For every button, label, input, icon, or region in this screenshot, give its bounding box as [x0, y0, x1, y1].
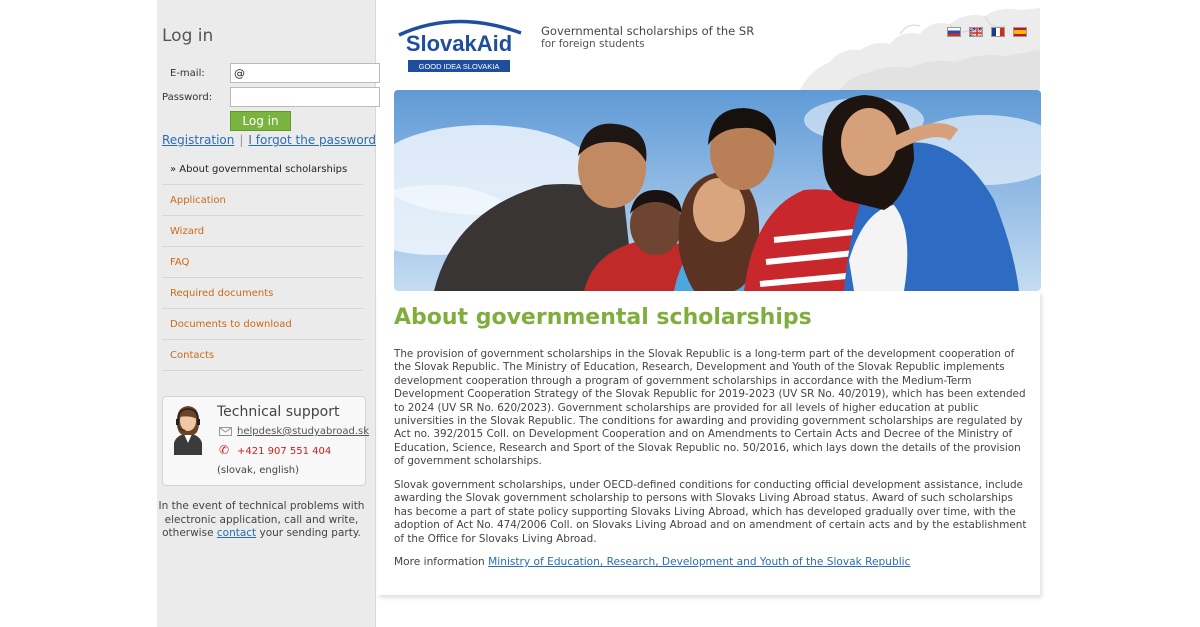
contact-link[interactable]: contact — [216, 527, 257, 539]
europe-map-background — [780, 0, 1040, 90]
more-information — [394, 556, 910, 568]
header-title: Governmental scholarships of the SR — [541, 24, 755, 38]
slovakaid-logo[interactable] — [395, 15, 523, 75]
menu-item-required-documents[interactable]: Required documents — [162, 278, 363, 309]
support-phone: +421 907 551 404 — [237, 446, 332, 457]
links-separator: | — [239, 133, 244, 147]
mail-icon — [219, 427, 232, 436]
login-links — [162, 133, 376, 147]
help-note-text: In the event of technical problems with electronic application, call and write, otherwise — [158, 500, 365, 539]
help-note-text-end: your sending party. — [256, 527, 361, 539]
menu-item-wizard[interactable]: Wizard — [162, 216, 363, 247]
menu-item-faq[interactable]: FAQ — [162, 247, 363, 278]
content-paragraph-2: Slovak government scholarships, under OECD-defined conditions for conducting official development assistance, include awarding the Slovak government scholarship to persons with Slovaks Living Abroad status. Award of such scholarships has become a part of state policy supporting Slovaks Living Abroad, which has developed gradually over time, with the adoption of Act No. 474/2006 Coll. on Slovaks Living Abroad and on amendment of certain acts and by the establishment of the Office for Slovaks Living Abroad. — [394, 479, 1027, 545]
sidebar — [157, 0, 376, 627]
main-menu — [162, 154, 363, 371]
email-label: E-mail: — [170, 68, 205, 79]
menu-item-application[interactable]: Application — [162, 185, 363, 216]
ministry-link[interactable]: Ministry of Education, Research, Development and Youth of the Slovak Republic — [488, 556, 911, 568]
password-input[interactable] — [230, 87, 380, 107]
more-information-label: More information — [394, 556, 489, 568]
menu-item-about[interactable]: » About governmental scholarships — [162, 154, 363, 185]
support-languages: (slovak, english) — [217, 465, 300, 476]
password-label: Password: — [162, 92, 213, 103]
flag-french-icon[interactable] — [991, 27, 1005, 37]
help-note — [157, 500, 366, 541]
forgot-password-link[interactable]: I forgot the password — [248, 133, 377, 147]
flag-spanish-icon[interactable] — [1013, 27, 1027, 37]
logo-tagline: GOOD IDEA SLOVAKIA — [418, 62, 500, 71]
technical-support-box — [162, 396, 369, 486]
support-agent-icon — [168, 403, 208, 455]
content-paragraph-1: The provision of government scholarships in the Slovak Republic is a long-term part of the development cooperation of the Slovak Republic. The Ministry of Education, Research, Development and Youth of the Slovak Republic implements development cooperation through a program of government scholarships in accordance with the Medium-Term Development Cooperation Strategy of the Slovak Republic for 2019-2023 (UV SR No. 40/2019), which has been extended to 2024 (UV SR No. 620/2023). Government scholarships are provided for all levels of higher education at public universities in the Slovak Republic. The conditions for awarding and providing government scholarships are regulated by Act no. 392/2015 Coll. on Development Cooperation and on Amendments to Certain Acts and Decree of the Ministry of Education, Science, Research and Sport of the Slovak Republic no. 50/2016, which lays down the details of the provision of government scholarships. — [394, 348, 1026, 468]
header-subtitle: for foreign students — [541, 38, 645, 50]
email-input[interactable] — [230, 63, 380, 83]
phone-icon: ✆ — [219, 443, 230, 457]
page-title: About governmental scholarships — [394, 305, 812, 330]
menu-item-documents-download[interactable]: Documents to download — [162, 309, 363, 340]
students-banner-image — [394, 90, 1041, 291]
support-email-link[interactable]: helpdesk@studyabroad.sk — [237, 426, 369, 437]
menu-item-contacts[interactable]: Contacts — [162, 340, 363, 371]
language-flags — [947, 27, 1027, 37]
flag-english-icon[interactable] — [969, 27, 983, 37]
login-title: Log in — [162, 26, 214, 46]
flag-slovak-icon[interactable] — [947, 27, 961, 37]
login-button[interactable]: Log in — [230, 111, 291, 131]
registration-link[interactable]: Registration — [162, 133, 235, 147]
logo-text: SlovakAid — [405, 31, 513, 56]
support-title: Technical support — [217, 404, 340, 420]
